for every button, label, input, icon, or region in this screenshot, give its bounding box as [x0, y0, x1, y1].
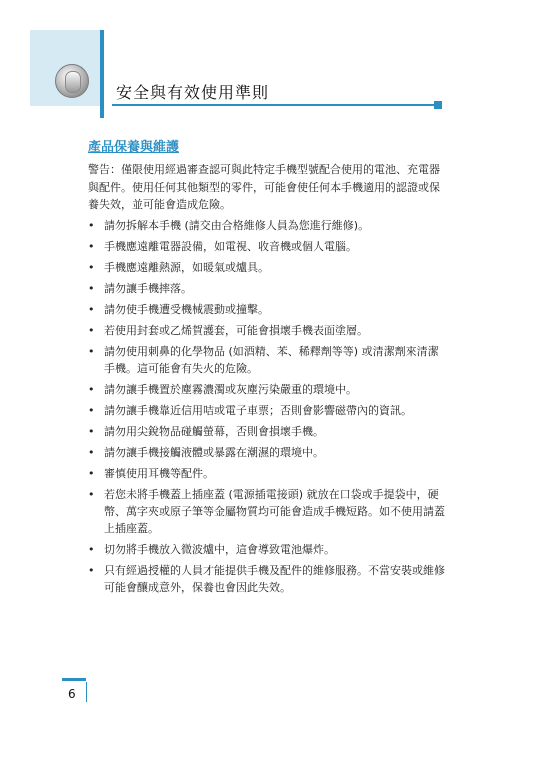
bullet-icon: • — [88, 218, 95, 232]
list-item — [88, 217, 448, 234]
bullet-icon: • — [88, 382, 95, 396]
list-item-text: 請勿用尖銳物品碰觸螢幕，否則會損壞手機。 — [104, 424, 324, 438]
section-title: 產品保養與維護 — [88, 140, 180, 155]
bullet-icon: • — [88, 542, 95, 556]
page-title: 安全與有效使用準則 — [116, 83, 270, 102]
list-item — [88, 259, 448, 276]
list-item — [88, 343, 448, 377]
title-underline-end — [434, 101, 442, 109]
list-item — [88, 562, 448, 596]
bullet-icon: • — [88, 281, 95, 295]
list-item-text: 手機應遠離電器設備，如電視、收音機或個人電腦。 — [104, 239, 357, 253]
content-section — [88, 136, 448, 600]
phone-logo-icon — [55, 64, 89, 98]
list-item — [88, 238, 448, 255]
list-item-text: 手機應遠離熱源，如暖氣或爐具。 — [104, 260, 269, 274]
bullet-icon: • — [88, 344, 95, 358]
phone-logo-shine — [65, 71, 81, 93]
bullet-icon: • — [88, 424, 95, 438]
list-item — [88, 465, 448, 482]
list-item-text: 請勿讓手機靠近信用咭或電子車票；否則會影響磁帶內的資訊。 — [104, 403, 412, 417]
list-item — [88, 301, 448, 318]
bullet-icon: • — [88, 445, 95, 459]
list-item — [88, 322, 448, 339]
list-item — [88, 402, 448, 419]
list-item-text: 請勿使用刺鼻的化學物品 (如酒精、苯、稀釋劑等等) 或清潔劑來清潔手機。這可能會有失火的危險。 — [104, 344, 439, 375]
bullet-icon: • — [88, 239, 95, 253]
bullet-icon: • — [88, 487, 95, 501]
list-item-text: 若使用封套或乙烯賀護套，可能會損壞手機表面塗層。 — [104, 323, 368, 337]
list-item — [88, 423, 448, 440]
list-item-text: 請勿讓手機置於塵霧濃濁或灰塵污染嚴重的環境中。 — [104, 382, 357, 396]
title-underline — [112, 104, 440, 106]
list-item-text: 請勿讓手機摔落。 — [104, 281, 192, 295]
page-number: 6 — [68, 687, 76, 701]
bullet-icon: • — [88, 323, 95, 337]
list-item-text: 切勿將手機放入微波爐中，這會導致電池爆炸。 — [104, 542, 335, 556]
header-accent-bar — [100, 30, 104, 118]
list-item-text: 審慎使用耳機等配件。 — [104, 466, 214, 480]
bullet-icon: • — [88, 260, 95, 274]
bullet-icon: • — [88, 466, 95, 480]
footer-accent-bar — [62, 678, 86, 681]
warning-paragraph: 警告：僅限使用經過審查認可與此特定手機型號配合使用的電池、充電器與配件。使用任何其他類型的零件，可能會使任何本手機適用的認證或保養失效，並可能會造成危險。 — [88, 163, 440, 211]
list-item-text: 請勿讓手機接觸液體或暴露在潮濕的環境中。 — [104, 445, 324, 459]
list-item — [88, 541, 448, 558]
list-item-text: 請勿拆解本手機 (請交由合格維修人員為您進行維修)。 — [104, 218, 370, 232]
bullet-icon: • — [88, 403, 95, 417]
bullet-icon: • — [88, 563, 95, 577]
list-item-text: 若您未將手機蓋上插座蓋 (電源插電接頭) 就放在口袋或手提袋中，硬幣、萬字夾或原子筆等金屬物質均可能會造成手機短路。如不使用請蓋上插座蓋。 — [104, 487, 445, 535]
list-item — [88, 486, 448, 537]
list-item — [88, 444, 448, 461]
footer-divider — [86, 682, 87, 702]
list-item-text: 請勿使手機遭受機械震動或撞擊。 — [104, 302, 269, 316]
list-item — [88, 381, 448, 398]
list-item-text: 只有經過授權的人員才能提供手機及配件的維修服務。不當安裝或維修可能會釀成意外，保養也會因此失效。 — [104, 563, 445, 594]
bullet-list — [88, 217, 448, 596]
bullet-icon: • — [88, 302, 95, 316]
list-item — [88, 280, 448, 297]
